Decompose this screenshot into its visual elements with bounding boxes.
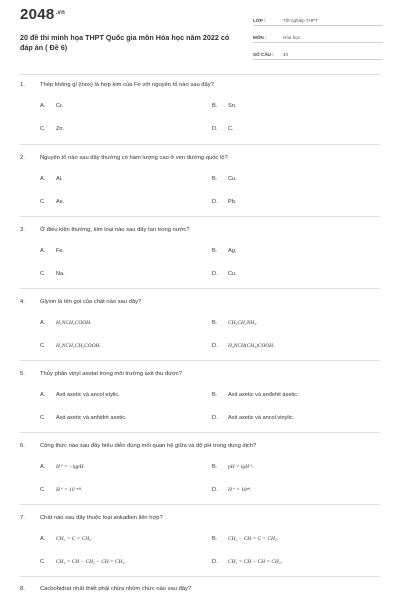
option-text: CH₃CH₂NH₂. [228,320,258,326]
option-text: CH₂ = CH − CH = CH₂. [228,559,283,565]
meta-value: Hóa học [283,35,301,40]
option-text: H⁺ = −lgpH. [56,464,85,470]
option-text: Sn. [228,103,237,109]
option-letter: B. [212,248,218,254]
option-text: Axit axetic và ancol etylic. [56,392,120,398]
question-divider [20,360,380,361]
option-letter: D. [212,559,218,565]
meta-row-subject [253,29,383,43]
option-text: H₂NCH₂COOH. [56,320,92,326]
option-letter: A. [40,176,46,182]
option-c[interactable] [40,126,64,132]
option-letter: B. [212,464,218,470]
option-d[interactable] [212,415,294,421]
option-d[interactable] [212,559,282,565]
meta-row-count [253,46,383,60]
option-b[interactable] [212,248,236,254]
logo-suffix: .vn [55,10,66,16]
option-text: Axit axetic và ancol vinylic. [228,415,295,421]
question-divider [20,216,380,217]
option-text: H⁺ = 10ᵖᴴ. [228,487,252,493]
option-b[interactable] [212,464,253,470]
option-b[interactable] [212,103,236,109]
meta-label: SỐ CÂU : [253,52,274,57]
option-text: C. [228,126,234,132]
option-text: Cu. [228,176,237,182]
option-text: Zn. [56,126,65,132]
option-text: H⁺ = 10⁻ᵖᴴ. [56,487,83,493]
option-letter: D. [212,126,218,132]
option-letter: D. [212,487,218,493]
option-text: Pb. [228,199,237,205]
option-letter: C. [40,415,46,421]
question-number: 7. [20,515,25,521]
question-number: 4. [20,299,25,305]
option-letter: D. [212,271,218,277]
site-logo[interactable] [20,6,65,23]
option-text: pH = lgH⁺. [228,464,254,470]
option-d[interactable] [212,343,274,349]
question-text: Nguyên tố nào sau đây thường có hàm lượng cao ở ven đường quốc lộ? [40,155,228,161]
option-b[interactable] [212,392,299,398]
option-letter: C. [40,487,46,493]
option-b[interactable] [212,320,257,326]
option-a[interactable] [40,536,92,542]
option-text: Fe. [56,248,65,254]
exam-meta [253,12,383,63]
question-number: 2. [20,155,25,161]
question-text: Chất nào sau đây thuộc loại ankađien liên hợp? [40,515,163,521]
question-divider [20,576,380,577]
option-letter: C. [40,126,46,132]
option-letter: A. [40,464,46,470]
option-c[interactable] [40,199,64,205]
page-header [0,0,400,70]
option-c[interactable] [40,559,126,565]
logo-text: 2048 [20,6,55,23]
question-text: Glyxin là tên gọi của chất nào sau đây? [40,299,142,305]
question-divider [20,504,380,505]
question-divider [20,144,380,145]
option-b[interactable] [212,176,237,182]
option-c[interactable] [40,271,65,277]
option-text: H₂NCH₂CH₂COOH. [56,343,101,349]
option-letter: C. [40,271,46,277]
question-text: Thủy phân vinyl axetat trong môi trường axit thu được? [40,371,182,377]
option-d[interactable] [212,271,237,277]
option-d[interactable] [212,126,234,132]
question-number: 5. [20,371,25,377]
option-letter: C. [40,343,46,349]
question-number: 8. [20,586,25,592]
option-letter: D. [212,343,218,349]
option-b[interactable] [212,536,278,542]
option-d[interactable] [212,199,236,205]
option-c[interactable] [40,487,82,493]
option-letter: B. [212,392,218,398]
option-c[interactable] [40,343,101,349]
option-text: Cu. [228,271,237,277]
meta-value: Tốt nghiệp THPT [283,18,318,23]
option-letter: A. [40,392,46,398]
page-title: 20 đề thi minh họa THPT Quốc gia môn Hóa học năm 2022 có đáp án ( Đề 6) [20,33,230,52]
option-text: Ag. [228,248,237,254]
meta-value: 40 [283,52,289,57]
question-text: Công thức nào sau đây biểu diễn đúng mối quan hệ giữa và độ pH trong dung dịch? [40,443,257,449]
option-letter: B. [212,536,218,542]
option-letter: B. [212,320,218,326]
meta-label: MÔN : [253,35,267,40]
option-letter: B. [212,103,218,109]
option-letter: C. [40,199,46,205]
option-c[interactable] [40,415,127,421]
option-text: Na. [56,271,65,277]
option-text: As. [56,199,65,205]
option-text: CH₂ − CH = C = CH₂. [228,536,279,542]
question-divider [20,432,380,433]
option-text: Axit axetic và anhiđrit axetic. [56,415,127,421]
question-number: 6. [20,443,25,449]
option-letter: A. [40,103,46,109]
question-divider [20,288,380,289]
question-text: Cacbohiđrat nhất thiết phải chứa nhóm chức nào sau đây? [40,586,192,592]
option-letter: A. [40,248,46,254]
option-letter: B. [212,176,218,182]
option-text: Al. [56,176,63,182]
meta-label: LỚP : [253,18,266,23]
option-letter: A. [40,536,46,542]
question-text: Thép không gỉ (inox) là hợp kim của Fe với nguyên tố nào sau đây? [40,82,214,88]
question-divider [20,74,380,75]
question-number: 1. [20,82,25,88]
option-a[interactable] [40,103,63,109]
option-a[interactable] [40,320,91,326]
option-text: Cr. [56,103,64,109]
option-d[interactable] [212,487,251,493]
question-text: Ở điều kiện thường, kim loại nào sau đây tan trong nước? [40,227,190,233]
option-text: CH₂ = CH − CH₂ − CH = CH₂. [56,559,126,565]
option-letter: A. [40,320,46,326]
question-number: 3. [20,227,25,233]
option-a[interactable] [40,248,64,254]
option-a[interactable] [40,392,120,398]
option-a[interactable] [40,464,85,470]
option-letter: D. [212,415,218,421]
option-text: CH₂ = C = CH₂. [56,536,93,542]
option-letter: D. [212,199,218,205]
option-a[interactable] [40,176,63,182]
meta-row-class [253,12,383,26]
option-text: Axit axetic và anđehit axetic. [228,392,299,398]
option-letter: C. [40,559,46,565]
option-text: H₂NCH(CH₃)COOH. [228,343,275,349]
